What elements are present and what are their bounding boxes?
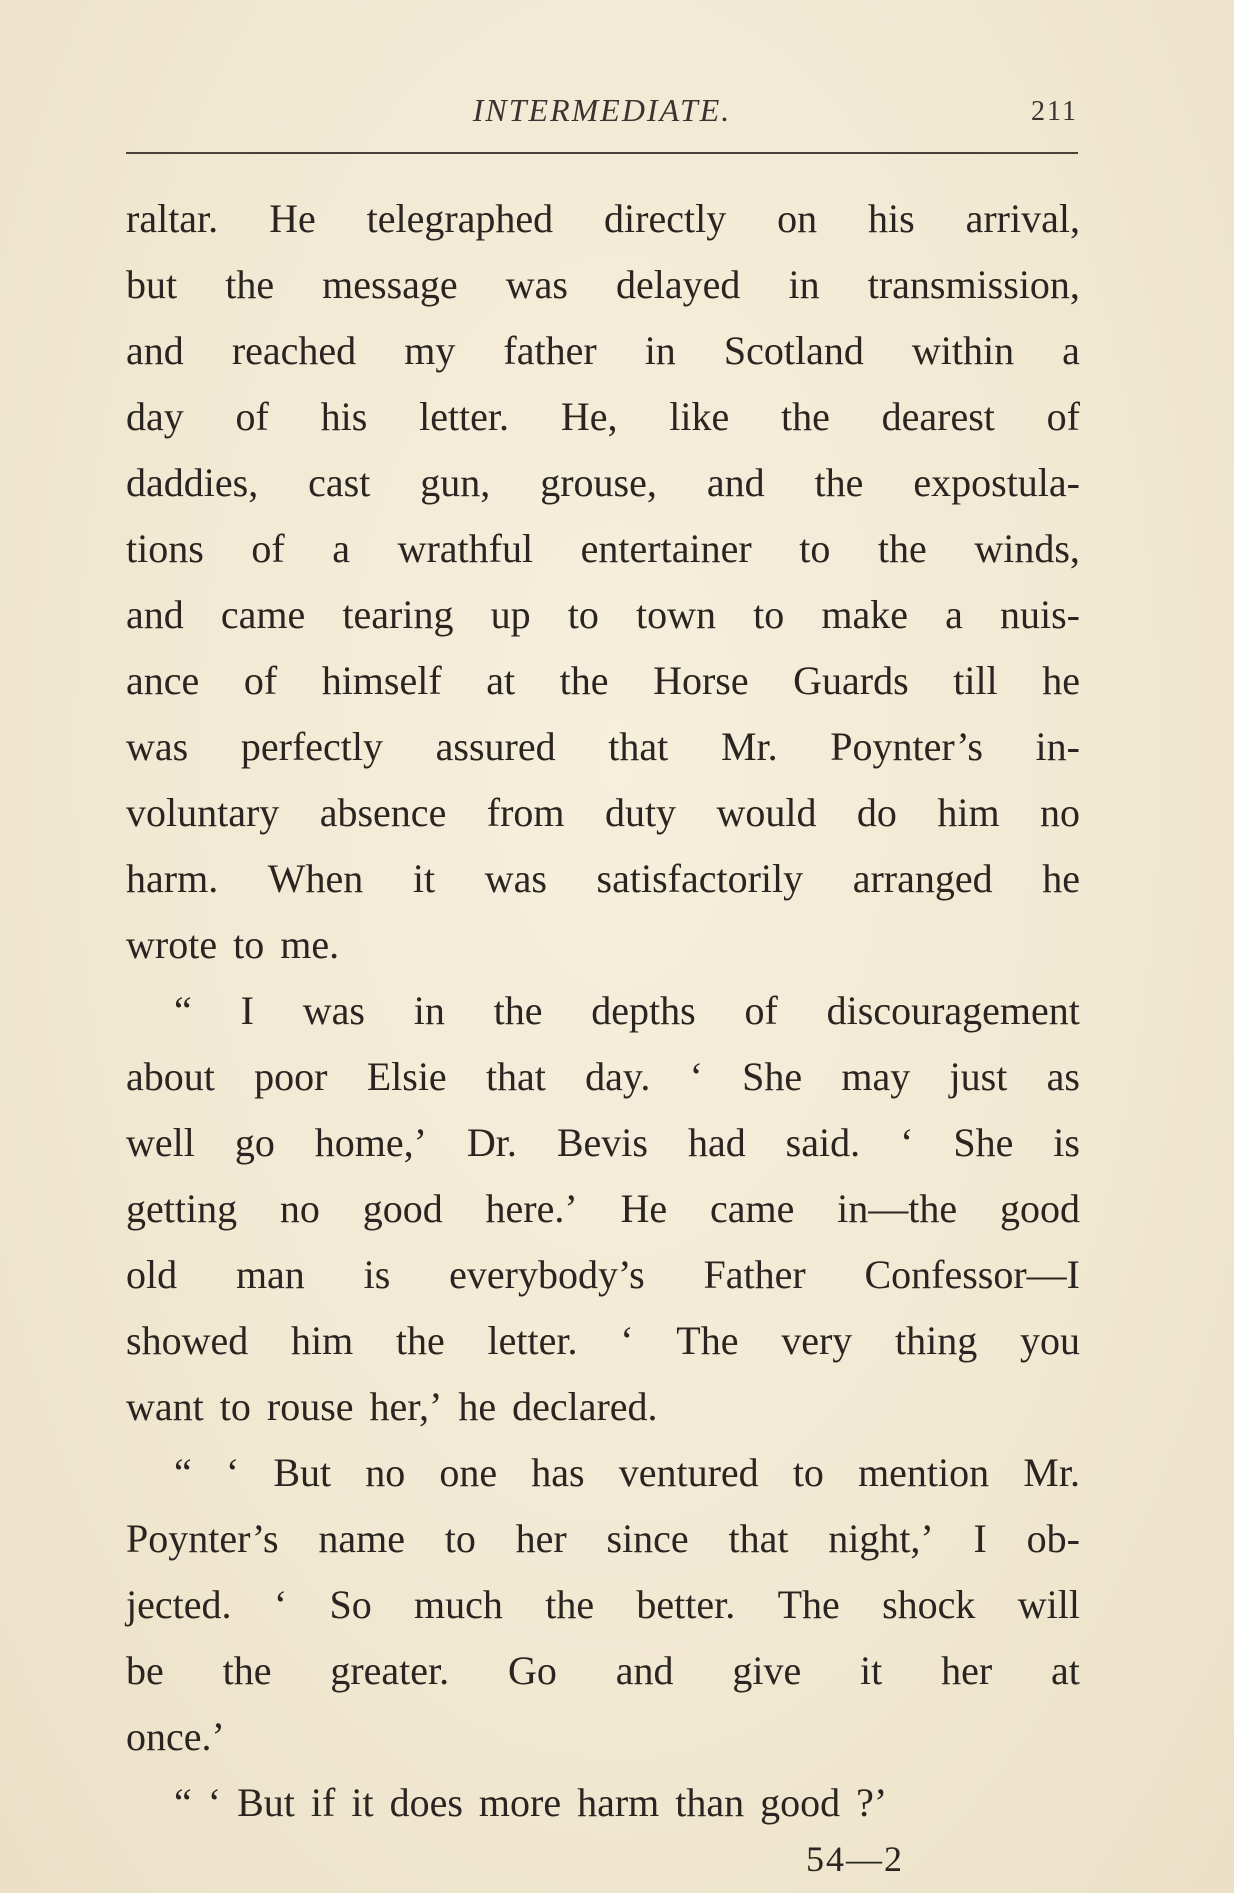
text-line [126, 648, 1080, 714]
word: tearing [342, 592, 454, 637]
running-title: INTERMEDIATE. [472, 92, 732, 128]
text-line [126, 1770, 1080, 1836]
word: a [1062, 328, 1080, 373]
word: mention [858, 1450, 990, 1495]
word: I [240, 988, 254, 1033]
word: about [126, 1054, 215, 1099]
word: he [458, 1384, 497, 1429]
running-head [126, 92, 1078, 140]
word: the [222, 1648, 272, 1693]
word: his [868, 196, 915, 241]
word: the [877, 526, 927, 571]
word: to [444, 1516, 476, 1561]
word: But [237, 1780, 295, 1825]
word: of [235, 394, 269, 439]
word: want [126, 1384, 204, 1429]
word: him [290, 1318, 354, 1363]
word: no [279, 1186, 320, 1231]
word: entertainer [580, 526, 752, 571]
word: himself [321, 658, 442, 703]
word: was [505, 262, 568, 307]
word: just [949, 1054, 1008, 1099]
word: Elsie [366, 1054, 447, 1099]
word: to [233, 922, 265, 967]
word: is [363, 1252, 391, 1297]
word: much [414, 1582, 503, 1627]
word: be [126, 1648, 164, 1693]
word: So [329, 1582, 372, 1627]
word: the [225, 262, 275, 307]
word: the [559, 658, 609, 703]
word: home,’ [314, 1120, 427, 1165]
word: her [941, 1648, 993, 1693]
word: of [251, 526, 285, 571]
word: came [220, 592, 306, 637]
word: he [1042, 856, 1080, 901]
word: She [742, 1054, 803, 1099]
word: one [439, 1450, 498, 1495]
word: ‘ [620, 1318, 634, 1363]
word: He [269, 196, 316, 241]
text-line [126, 714, 1080, 780]
word: that [728, 1516, 789, 1561]
text-line [126, 1374, 1080, 1440]
word: expostula- [913, 460, 1080, 505]
word: on [777, 196, 818, 241]
word: more [478, 1780, 562, 1825]
word: to [799, 526, 831, 571]
word: “ [174, 988, 192, 1033]
word: gun, [420, 460, 491, 505]
word: thing [895, 1318, 978, 1363]
word: in [413, 988, 445, 1033]
word: as [1046, 1054, 1080, 1099]
word: was [126, 724, 189, 769]
word: town [635, 592, 716, 637]
word: jected. [126, 1582, 232, 1627]
text-line [126, 1044, 1080, 1110]
text-line [126, 1242, 1080, 1308]
word: Dr. [466, 1120, 517, 1165]
word: said. [785, 1120, 861, 1165]
word: would [716, 790, 817, 835]
word: discouragement [826, 988, 1080, 1033]
text-line [126, 846, 1080, 912]
word: was [484, 856, 547, 901]
word: at [1051, 1648, 1080, 1693]
word: a [332, 526, 351, 571]
word: than [675, 1780, 745, 1825]
word: do [856, 790, 897, 835]
word: him [937, 790, 1000, 835]
word: does [389, 1780, 463, 1825]
text-line [126, 1308, 1080, 1374]
text-line [126, 1440, 1080, 1506]
word: very [781, 1318, 853, 1363]
word: her [515, 1516, 567, 1561]
word: But [273, 1450, 332, 1495]
word: a [945, 592, 963, 637]
word: greater. [330, 1648, 450, 1693]
word: it [412, 856, 436, 901]
word: is [1053, 1120, 1080, 1165]
word: you [1020, 1318, 1080, 1363]
word: getting [126, 1186, 238, 1231]
word: ‘ [689, 1054, 703, 1099]
word: day [126, 394, 184, 439]
word: good [999, 1186, 1080, 1231]
word: He [620, 1186, 668, 1231]
word: delayed [616, 262, 741, 307]
word: letter. [419, 394, 510, 439]
word: within [911, 328, 1015, 373]
word: perfectly [240, 724, 384, 769]
word: He, [560, 394, 618, 439]
word: well [126, 1120, 195, 1165]
word: showed [126, 1318, 249, 1363]
word: from [486, 790, 565, 835]
word: good [760, 1780, 841, 1825]
word: that [485, 1054, 546, 1099]
word: no [365, 1450, 406, 1495]
word: that [608, 724, 669, 769]
word: ‘ [207, 1780, 222, 1825]
word: and [126, 592, 184, 637]
word: everybody’s [449, 1252, 645, 1297]
text-line [126, 582, 1080, 648]
word: “ [174, 1450, 192, 1495]
word: Scotland [723, 328, 864, 373]
word: She [953, 1120, 1014, 1165]
word: here.’ [485, 1186, 578, 1231]
word: daddies, [126, 460, 259, 505]
word: telegraphed [366, 196, 554, 241]
word: has [531, 1450, 585, 1495]
word: and [615, 1648, 674, 1693]
text-line [126, 516, 1080, 582]
word: absence [319, 790, 447, 835]
word: The [777, 1582, 840, 1627]
word: father [503, 328, 597, 373]
word: up [490, 592, 531, 637]
word: raltar. [126, 196, 219, 241]
word: go [234, 1120, 275, 1165]
word: directly [604, 196, 727, 241]
word: the [780, 394, 830, 439]
word: arrival, [965, 196, 1080, 241]
word: satisfactorily [596, 856, 804, 901]
word: no [1039, 790, 1080, 835]
word: in [788, 262, 820, 307]
word: Guards [793, 658, 909, 703]
word: it [860, 1648, 883, 1693]
word: ‘ [225, 1450, 240, 1495]
word: wrote [126, 922, 218, 967]
word: give [732, 1648, 802, 1693]
word: at [486, 658, 516, 703]
word: voluntary [126, 790, 280, 835]
word: the [395, 1318, 445, 1363]
word: transmission, [867, 262, 1080, 307]
text-line [126, 912, 1080, 978]
word: if [310, 1780, 336, 1825]
word: old [126, 1252, 178, 1297]
text-line [126, 1638, 1080, 1704]
page-number: 211 [1031, 96, 1078, 127]
word: in- [1035, 724, 1080, 769]
word: dearest [881, 394, 995, 439]
body-text [126, 186, 1080, 1836]
word: in—the [837, 1186, 958, 1231]
text-line [126, 1176, 1080, 1242]
word: tions [126, 526, 204, 571]
word: harm. [126, 856, 219, 901]
word: once.’ [126, 1714, 225, 1759]
word: wrathful [397, 526, 534, 571]
word: to [753, 592, 785, 637]
word: to [792, 1450, 824, 1495]
text-line [126, 978, 1080, 1044]
word: Mr. [720, 724, 778, 769]
word: it [351, 1780, 374, 1825]
word: since [606, 1516, 689, 1561]
word: ‘ [900, 1120, 914, 1165]
word: my [404, 328, 456, 373]
word: in [644, 328, 676, 373]
word: depths [591, 988, 696, 1033]
text-line [126, 252, 1080, 318]
word: assured [435, 724, 556, 769]
word: better. [636, 1582, 736, 1627]
word: to [219, 1384, 251, 1429]
word: had [687, 1120, 746, 1165]
word: like [669, 394, 730, 439]
word: of [1046, 394, 1080, 439]
word: day. [585, 1054, 651, 1099]
word: his [320, 394, 368, 439]
word: the [814, 460, 864, 505]
word: harm [577, 1780, 660, 1825]
word: Poynter’s [830, 724, 983, 769]
word: her,’ [369, 1384, 443, 1429]
word: ance [126, 658, 200, 703]
word: rouse [266, 1384, 354, 1429]
word: duty [604, 790, 677, 835]
word: Go [507, 1648, 557, 1693]
word: reached [231, 328, 357, 373]
word: the [493, 988, 543, 1033]
word: of [243, 658, 278, 703]
word: but [126, 262, 178, 307]
word: me. [280, 922, 340, 967]
text-line [126, 318, 1080, 384]
word: Bevis [556, 1120, 648, 1165]
word: grouse, [540, 460, 657, 505]
word: Confessor—I [864, 1252, 1080, 1297]
word: Poynter’s [126, 1516, 279, 1561]
word: to [567, 592, 599, 637]
word: The [676, 1318, 739, 1363]
text-line [126, 1110, 1080, 1176]
word: and [706, 460, 765, 505]
word: winds, [974, 526, 1080, 571]
word: ob- [1026, 1516, 1080, 1561]
word: Mr. [1023, 1450, 1080, 1495]
word: and [126, 328, 184, 373]
word: ?’ [856, 1780, 888, 1825]
signature-mark: 54—2 [806, 1839, 904, 1879]
word: he [1042, 658, 1080, 703]
word: was [302, 988, 365, 1033]
word: declared. [512, 1384, 658, 1429]
word: make [821, 592, 908, 637]
word: arranged [852, 856, 993, 901]
text-line [126, 1506, 1080, 1572]
word: till [953, 658, 998, 703]
text-line [126, 384, 1080, 450]
word: message [322, 262, 458, 307]
word: Horse [653, 658, 749, 703]
text-line [126, 1704, 1080, 1770]
word: “ [174, 1780, 192, 1825]
text-line [126, 780, 1080, 846]
word: good [362, 1186, 443, 1231]
text-line [126, 450, 1080, 516]
text-line [126, 1572, 1080, 1638]
word: I [973, 1516, 987, 1561]
word: letter. [487, 1318, 578, 1363]
word: will [1017, 1582, 1080, 1627]
word: When [267, 856, 364, 901]
word: nuis- [999, 592, 1080, 637]
word: name [318, 1516, 405, 1561]
word: man [235, 1252, 305, 1297]
word: may [841, 1054, 911, 1099]
word: night,’ [828, 1516, 934, 1561]
word: cast [308, 460, 371, 505]
word: ‘ [273, 1582, 288, 1627]
word: poor [254, 1054, 328, 1099]
word: shock [882, 1582, 976, 1627]
word: Father [703, 1252, 806, 1297]
word: came [709, 1186, 795, 1231]
text-line [126, 186, 1080, 252]
word: the [545, 1582, 595, 1627]
word: ventured [618, 1450, 759, 1495]
header-rule [126, 152, 1078, 154]
word: of [744, 988, 778, 1033]
